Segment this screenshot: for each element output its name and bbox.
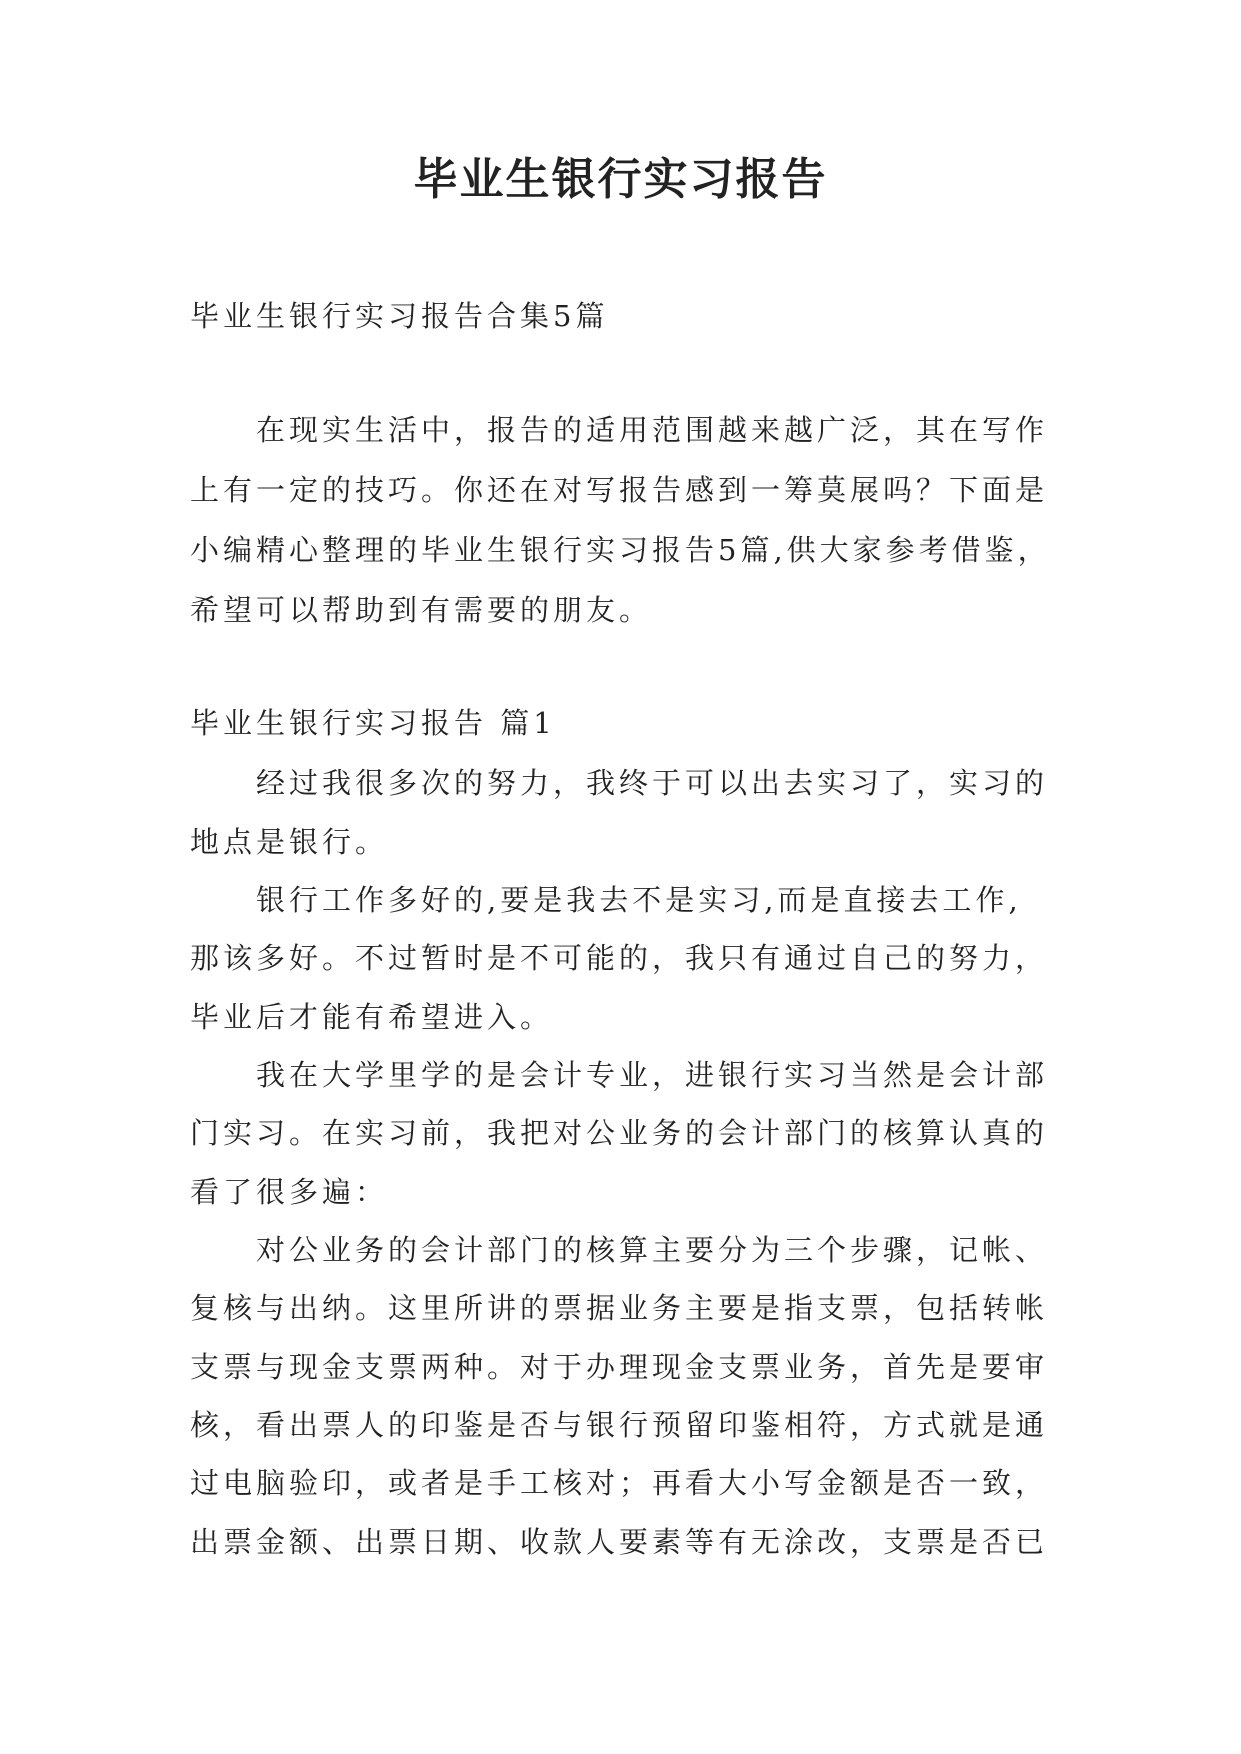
intro-line: 上有一定的技巧。你还在对写报告感到一筹莫展吗？下面是 [190,473,1049,507]
section-heading: 毕业生银行实习报告 篇1 [190,706,556,740]
body-line: 支票与现金支票两种。对于办理现金支票业务，首先是要审 [190,1350,1049,1384]
intro-line: 希望可以帮助到有需要的朋友。 [190,593,653,627]
body-line: 地点是银行。 [190,825,389,859]
body-line: 对公业务的会计部门的核算主要分为三个步骤，记帐、 [256,1233,1049,1267]
body-line: 经过我很多次的努力，我终于可以出去实习了，实习的 [256,766,1049,800]
intro-line: 小编精心整理的毕业生银行实习报告5篇,供大家参考借鉴， [190,533,1051,567]
body-line: 我在大学里学的是会计专业，进银行实习当然是会计部 [256,1058,1049,1092]
intro-line: 在现实生活中，报告的适用范围越来越广泛，其在写作 [256,413,1049,447]
body-line: 复核与出纳。这里所讲的票据业务主要是指支票，包括转帐 [190,1291,1049,1325]
document-subtitle: 毕业生银行实习报告合集5篇 [190,299,609,333]
body-line: 看了很多遍： [190,1175,389,1209]
body-line: 那该多好。不过暂时是不可能的，我只有通过自己的努力， [190,941,1049,975]
body-line: 银行工作多好的,要是我去不是实习,而是直接去工作, [256,883,1022,917]
body-line: 门实习。在实习前，我把对公业务的会计部门的核算认真的 [190,1116,1049,1150]
body-line: 毕业后才能有希望进入。 [190,1000,554,1034]
body-line: 核，看出票人的印鉴是否与银行预留印鉴相符，方式就是通 [190,1408,1049,1442]
document-title: 毕业生银行实习报告 [413,154,828,205]
body-line: 出票金额、出票日期、收款人要素等有无涂改，支票是否已 [190,1525,1049,1559]
body-line: 过电脑验印，或者是手工核对；再看大小写金额是否一致， [190,1466,1049,1500]
